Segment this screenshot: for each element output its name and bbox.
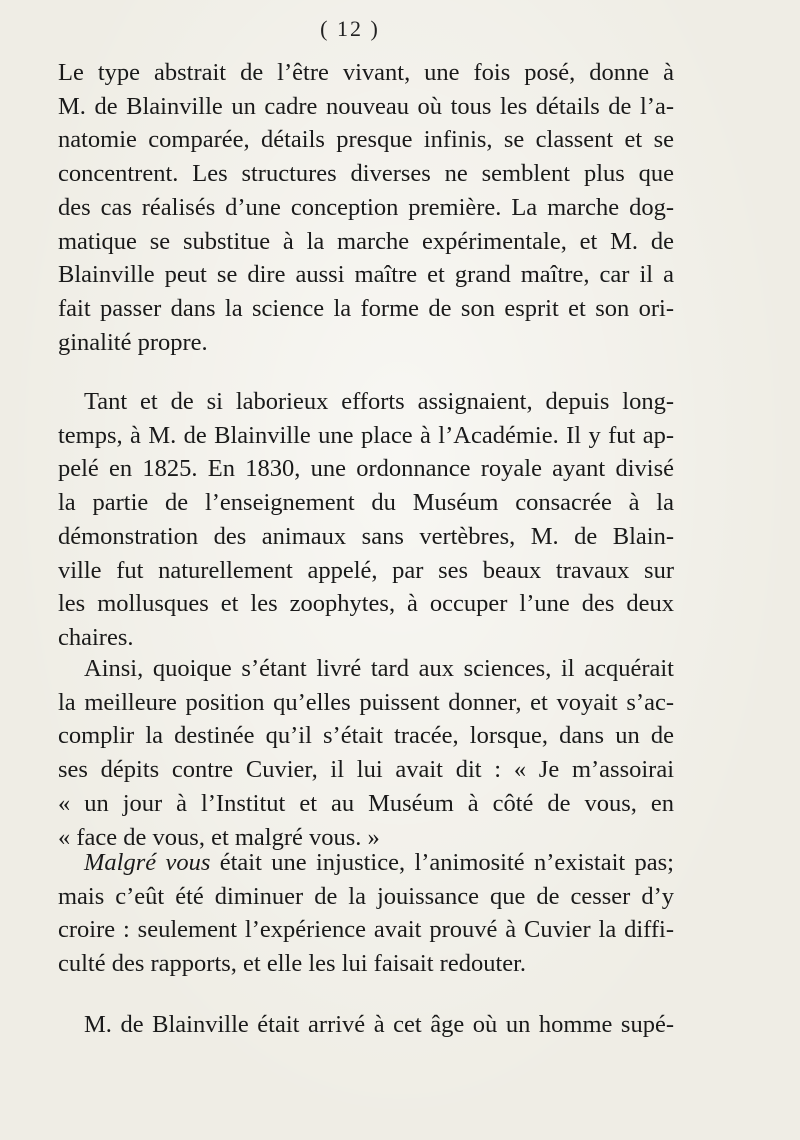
text-line: Ainsi, quoique s’étant livré tard aux sciences, il acquérait [84,655,674,682]
paragraph-4 [58,846,674,981]
text-line [58,846,674,880]
italic-lead: Malgré vous [84,849,211,876]
text-line: culté des rapports, et elle les lui faisait redouter. [58,950,527,978]
text-line: démonstration des animaux sans vertèbres, M. de Blain- [58,522,674,550]
text-line: M. de Blainville était arrivé à cet âge où un homme supé- [84,1011,674,1038]
text-line: mais c’eût été diminuer de la jouissance que de cesser d’y [58,882,674,910]
text-line: concentrent. Les structures diverses ne semblent plus que [58,160,674,188]
text-line: natomie comparée, détails presque infinis, se classent et se [58,126,674,154]
text-line: fait passer dans la science la forme de son esprit et son ori- [58,294,674,322]
page-number: ( 12 ) [320,16,380,41]
text-line: ville fut naturellement appelé, par ses beaux travaux sur [58,556,674,584]
text-line: Tant et de si laborieux efforts assignaient, depuis long- [84,388,674,415]
text-line: Blainville peut se dire aussi maître et grand maître, car il a [58,261,674,289]
text-line: les mollusques et les zoophytes, à occuper l’une des deux [58,590,674,618]
text-line: temps, à M. de Blainville une place à l’Académie. Il y fut ap- [58,421,674,449]
text-line: croire : seulement l’expérience avait prouvé à Cuvier la diffi- [58,916,674,944]
text-line: ginalité propre. [58,328,208,356]
text-line: matique se substitue à la marche expérimentale, et M. de [58,227,674,255]
paragraph-5 [58,1008,674,1042]
paragraph-2 [58,385,674,655]
text-line: des cas réalisés d’une conception première. La marche dog- [58,193,674,221]
text-line: ses dépits contre Cuvier, il lui avait dit : « Je m’assoirai [58,756,674,784]
text-line: la partie de l’enseignement du Muséum consacrée à la [58,489,674,517]
paragraph-1 [58,56,674,359]
text-line: « un jour à l’Institut et au Muséum à côté de vous, en [58,789,674,817]
text-line: complir la destinée qu’il s’était tracée, lorsque, dans un de [58,722,674,750]
paragraph-3 [58,652,674,854]
text-line: chaires. [58,623,134,651]
text-line: la meilleure position qu’elles puissent donner, et voyait s’ac- [58,688,674,716]
text-line-rest: était une injustice, l’animosité n’existait pas; [210,849,674,876]
text-line: pelé en 1825. En 1830, une ordonnance royale ayant divisé [58,455,674,483]
text-line: Le type abstrait de l’être vivant, une fois posé, donne à [58,59,674,86]
text-line: « face de vous, et malgré vous. » [58,823,380,851]
text-line: M. de Blainville un cadre nouveau où tous les détails de l’a- [58,92,674,120]
